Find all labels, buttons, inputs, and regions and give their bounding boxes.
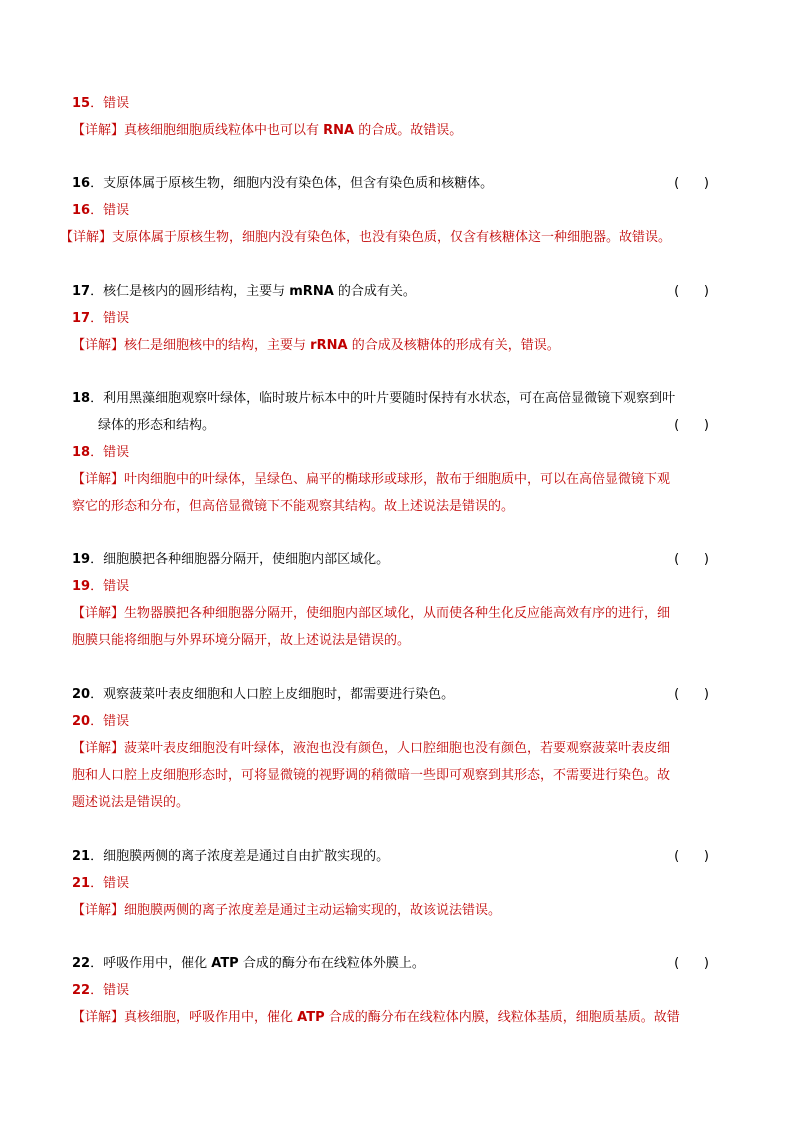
question-number: 21 bbox=[72, 849, 91, 864]
question-number: 18 bbox=[72, 391, 91, 406]
detail-line: 【详解】核仁是细胞核中的结构，主要与 rRNA 的合成及核糖体的形成有关，错误。 bbox=[72, 338, 560, 353]
detail-line: 【详解】生物器膜把各种细胞器分隔开，使细胞内部区域化，从而使各种生化反应能高效有序的进行，细 bbox=[72, 606, 671, 621]
detail-tag: 【详解】 bbox=[72, 741, 125, 756]
answer-number: 22 bbox=[72, 983, 91, 998]
detail-tag: 【详解】 bbox=[72, 1010, 125, 1025]
item-19 bbox=[72, 546, 727, 654]
answer-blank: ( ) bbox=[674, 849, 709, 864]
item-16 bbox=[60, 170, 727, 251]
answer-line: 16．错误 bbox=[72, 203, 130, 218]
item-18 bbox=[72, 385, 727, 520]
question-line: 21．细胞膜两侧的离子浓度差是通过自由扩散实现的。 ( ) bbox=[72, 843, 727, 870]
item-15 bbox=[72, 90, 727, 144]
detail-line bbox=[72, 897, 727, 924]
answer-text: 错误 bbox=[103, 876, 130, 891]
item-20 bbox=[72, 681, 727, 816]
answer-number: 20 bbox=[72, 714, 91, 729]
answer-blank: ( ) bbox=[674, 418, 709, 433]
answer-text: 错误 bbox=[103, 311, 130, 326]
item-21 bbox=[72, 843, 727, 924]
detail-tag: 【详解】 bbox=[72, 903, 125, 918]
detail-tag: 【详解】 bbox=[72, 123, 125, 138]
answer-blank: ( ) bbox=[674, 687, 709, 702]
detail-text: 支原体属于原核生物，细胞内没有染色体，也没有染色质，仅含有核糖体这一种细胞器。故错误。 bbox=[112, 230, 672, 245]
answer-text: 错误 bbox=[103, 96, 130, 111]
answer-text: 错误 bbox=[103, 983, 130, 998]
detail-tag: 【详解】 bbox=[60, 230, 113, 245]
question-text: 细胞膜两侧的离子浓度差是通过自由扩散实现的。 bbox=[103, 849, 390, 864]
answer-line: 17．错误 bbox=[72, 311, 130, 326]
answer-number: 19 bbox=[72, 579, 91, 594]
question-text: 利用黑藻细胞观察叶绿体，临时玻片标本中的叶片要随时保持有水状态，可在高倍显微镜下观察到叶 bbox=[103, 391, 676, 406]
answer-number: 21 bbox=[72, 876, 91, 891]
question-line: 22．呼吸作用中，催化 ATP 合成的酶分布在线粒体外膜上。 ( ) bbox=[72, 950, 727, 977]
detail-tag: 【详解】 bbox=[72, 606, 125, 621]
answer-line: 21．错误 bbox=[72, 876, 130, 891]
question-line: 18．利用黑藻细胞观察叶绿体，临时玻片标本中的叶片要随时保持有水状态，可在高倍显微镜下观察到叶 bbox=[72, 391, 676, 406]
answer-line: 20．错误 bbox=[72, 714, 130, 729]
question-line: 16．支原体属于原核生物，细胞内没有染色体，但含有染色质和核糖体。 ( ) bbox=[72, 170, 727, 197]
detail-line: 【详解】真核细胞细胞质线粒体中也可以有 RNA 的合成。故错误。 bbox=[72, 123, 463, 138]
answer-line: 19．错误 bbox=[72, 579, 130, 594]
question-text: 观察菠菜叶表皮细胞和人口腔上皮细胞时，都需要进行染色。 bbox=[103, 687, 455, 702]
question-line: 20．观察菠菜叶表皮细胞和人口腔上皮细胞时，都需要进行染色。 ( ) bbox=[72, 681, 727, 708]
detail-tag: 【详解】 bbox=[72, 472, 125, 487]
question-number: 20 bbox=[72, 687, 91, 702]
answer-number: 18 bbox=[72, 445, 91, 460]
answer-text: 错误 bbox=[103, 579, 130, 594]
detail-line: 【详解】叶肉细胞中的叶绿体，呈绿色、扁平的椭球形或球形，散布于细胞质中，可以在高倍显微镜下观 bbox=[72, 472, 671, 487]
question-number: 17 bbox=[72, 284, 91, 299]
answer-number: 17 bbox=[72, 311, 91, 326]
answer-line: 22．错误 bbox=[72, 983, 130, 998]
answer-text: 错误 bbox=[103, 445, 130, 460]
detail-line-2: 胞和人口腔上皮细胞形态时，可将显微镜的视野调的稍微暗一些即可观察到其形态，不需要进行染色。故 bbox=[72, 768, 671, 783]
answer-text: 错误 bbox=[103, 714, 130, 729]
item-17 bbox=[72, 278, 727, 359]
question-line: 17．核仁是核内的圆形结构，主要与 mRNA 的合成有关。 ( ) bbox=[72, 278, 727, 305]
question-line: 19．细胞膜把各种细胞器分隔开，使细胞内部区域化。 ( ) bbox=[72, 546, 727, 573]
detail-line: 【详解】真核细胞，呼吸作用中，催化 ATP 合成的酶分布在线粒体内膜，线粒体基质，细胞质基质。故错 bbox=[72, 1010, 680, 1025]
answer-blank: ( ) bbox=[674, 552, 709, 567]
question-text: 细胞膜把各种细胞器分隔开，使细胞内部区域化。 bbox=[103, 552, 390, 567]
answer-number: 16 bbox=[72, 203, 91, 218]
answer-line: 18．错误 bbox=[72, 445, 130, 460]
detail-text: 细胞膜两侧的离子浓度差是通过主动运输实现的，故该说法错误。 bbox=[124, 903, 502, 918]
detail-line bbox=[60, 224, 727, 251]
answer-text: 错误 bbox=[103, 203, 130, 218]
answer-number: 15 bbox=[72, 96, 91, 111]
question-text: 支原体属于原核生物，细胞内没有染色体，但含有染色质和核糖体。 bbox=[103, 176, 494, 191]
answer-line: 15．错误 bbox=[72, 96, 130, 111]
answer-blank: ( ) bbox=[674, 956, 709, 971]
question-line-2: 绿体的形态和结构。 ( ) bbox=[72, 412, 727, 439]
detail-line: 【详解】菠菜叶表皮细胞没有叶绿体，液泡也没有颜色，人口腔细胞也没有颜色，若要观察菠菜叶表皮细 bbox=[72, 741, 671, 756]
question-number: 16 bbox=[72, 176, 91, 191]
detail-tag: 【详解】 bbox=[72, 338, 125, 353]
question-number: 19 bbox=[72, 552, 91, 567]
detail-line-2: 胞膜只能将细胞与外界环境分隔开，故上述说法是错误的。 bbox=[72, 633, 411, 648]
item-22 bbox=[72, 950, 727, 1031]
detail-line-2: 察它的形态和分布，但高倍显微镜下不能观察其结构。故上述说法是错误的。 bbox=[72, 499, 515, 514]
answer-blank: ( ) bbox=[674, 284, 709, 299]
detail-line-3: 题述说法是错误的。 bbox=[72, 795, 190, 810]
question-number: 22 bbox=[72, 956, 91, 971]
answer-blank: ( ) bbox=[674, 176, 709, 191]
